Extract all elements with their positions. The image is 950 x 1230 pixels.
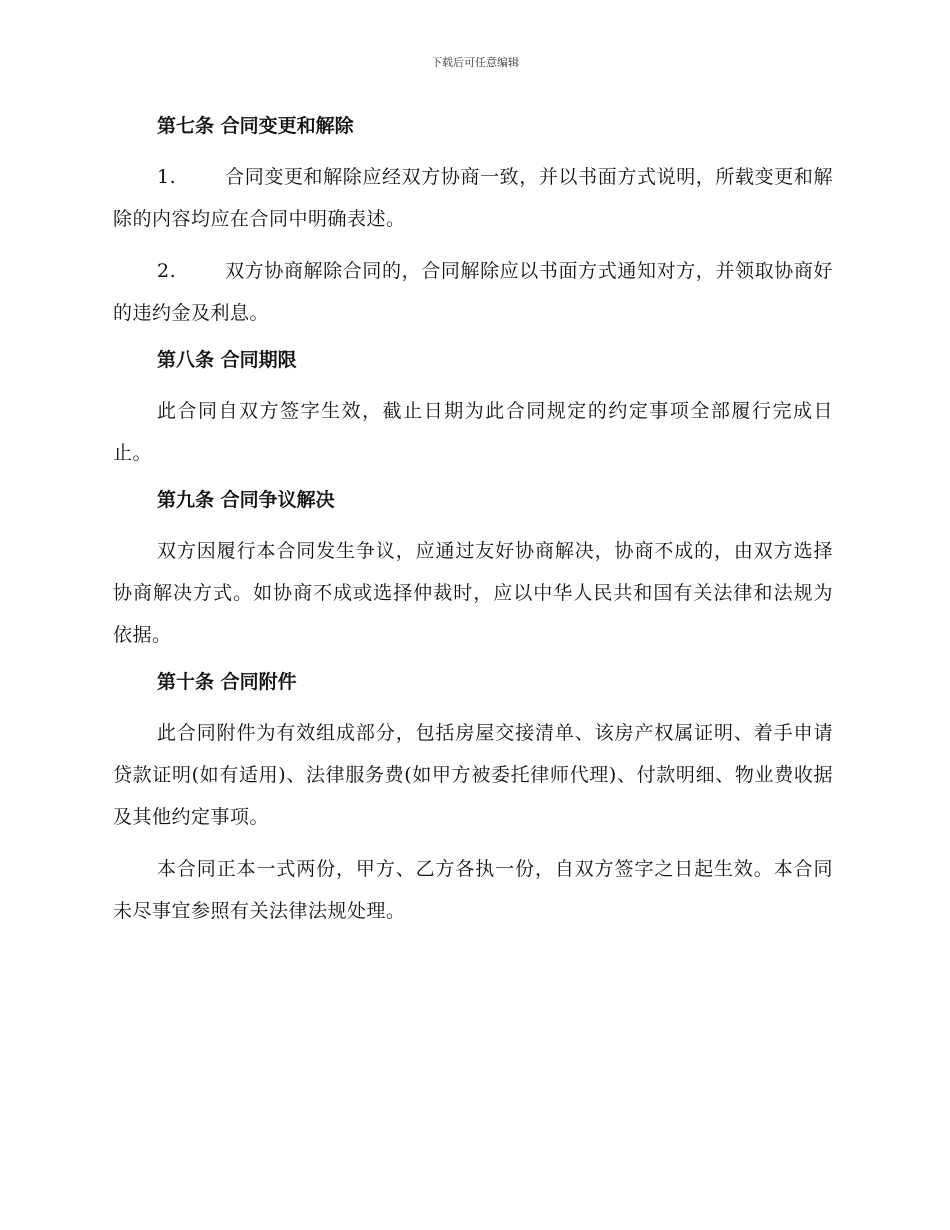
section-9-paragraph: 双方因履行本合同发生争议，应通过友好协商解决，协商不成的，由双方选择协商解决方式。如协商不成或选择仲裁时，应以中华人民共和国有关法律和法规为依据。 — [113, 540, 833, 646]
item-number: 1. — [157, 166, 177, 188]
section-8-heading: 第八条 合同期限 — [157, 349, 297, 371]
section-9-heading: 第九条 合同争议解决 — [157, 489, 335, 511]
document-body — [113, 110, 833, 942]
section-10-heading: 第十条 合同附件 — [157, 671, 297, 693]
section-10-paragraph-2: 本合同正本一式两份，甲方、乙方各执一份，自双方签字之日起生效。本合同未尽事宜参照有关法律法规处理。 — [113, 858, 833, 922]
section-7-item-2 — [113, 250, 833, 334]
section-7-heading: 第七条 合同变更和解除 — [157, 115, 354, 137]
header-note: 下载后可任意编辑 — [431, 56, 519, 69]
item-number: 2. — [157, 260, 177, 282]
item-text: 合同变更和解除应经双方协商一致，并以书面方式说明，所载变更和解除的内容均应在合同中明确表述。 — [113, 166, 833, 230]
section-10-paragraph-1: 此合同附件为有效组成部分，包括房屋交接清单、该房产权属证明、着手申请贷款证明(如有适用)、法律服务费(如甲方被委托律师代理)、付款明细、物业费收据及其他约定事项。 — [113, 722, 833, 828]
item-text: 双方协商解除合同的，合同解除应以书面方式通知对方，并领取协商好的违约金及利息。 — [113, 260, 833, 324]
section-7-item-1 — [113, 156, 833, 240]
section-8-paragraph: 此合同自双方签字生效，截止日期为此合同规定的约定事项全部履行完成日止。 — [113, 400, 833, 464]
